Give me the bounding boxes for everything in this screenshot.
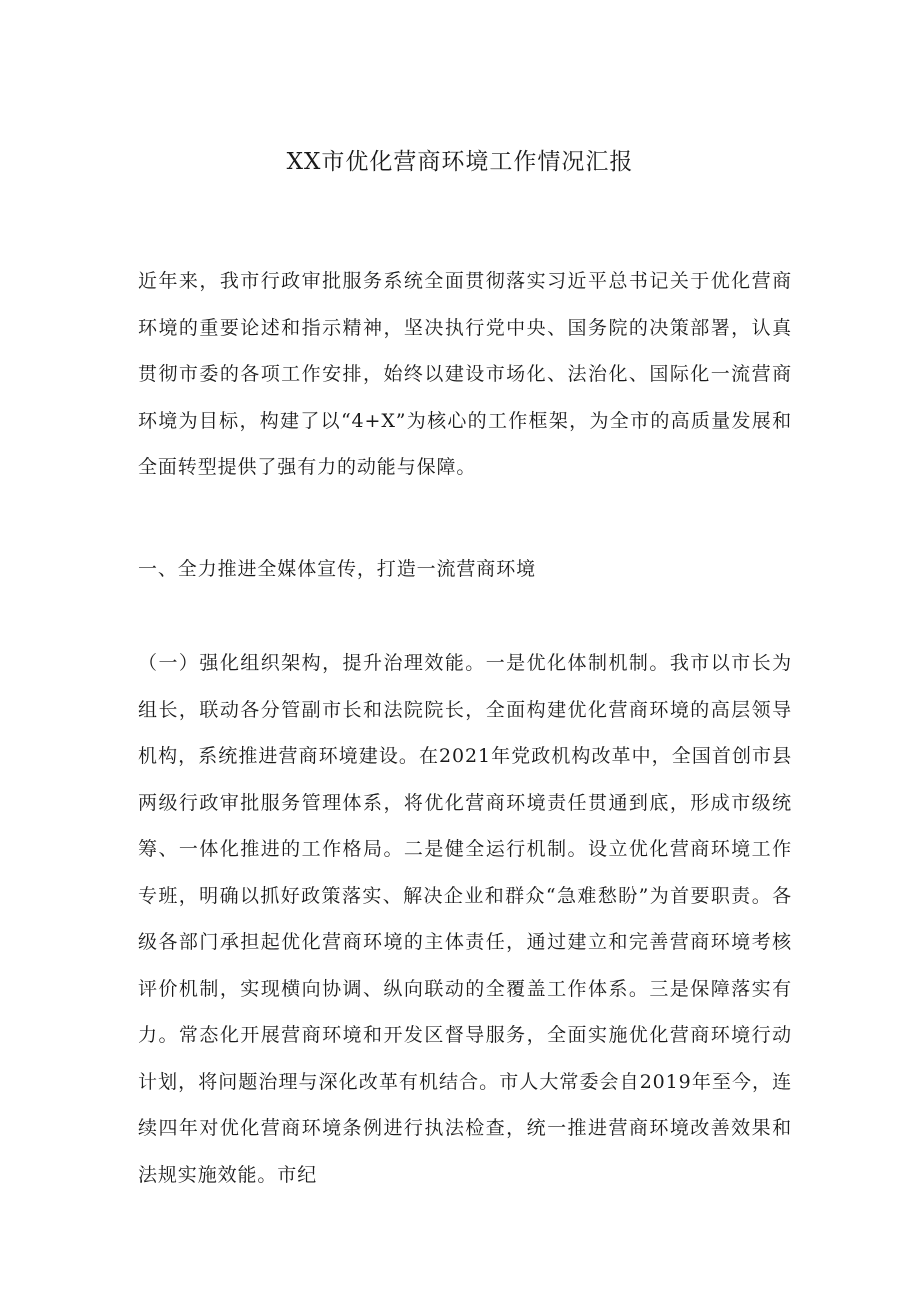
section-heading: 一、全力推进全媒体宣传，打造一流营商环境 [138, 558, 537, 580]
section-paragraph: （一）强化组织架构，提升治理效能。一是优化体制机制。我市以市长为组长，联动各分管副市长和法院院长，全面构建优化营商环境的高层领导机构，系统推进营商环境建设。在2021年党政机构改革中，全国首创市县两级行政审批服务管理体系，将优化营商环境责任贯通到底，形成市级统筹、一体化推进的工作格局。二是健全运行机制。设立优化营商环境工作专班，明确以抓好政策落实、解决企业和群众“急难愁盼”为首要职责。各级各部门承担起优化营商环境的主体责任，通过建立和完善营商环境考核评价机制，实现横向协调、纵向联动的全覆盖工作体系。三是保障落实有力。常态化开展营商环境和开发区督导服务，全面实施优化营商环境行动计划，将问题治理与深化改革有机结合。市人大常委会自2019年至今，连续四年对优化营商环境条例进行执法检查，统一推进营商环境改善效果和法规实施效能。市纪 [138, 652, 792, 1186]
intro-paragraph: 近年来，我市行政审批服务系统全面贯彻落实习近平总书记关于优化营商环境的重要论述和指示精神，坚决执行党中央、国务院的决策部署，认真贯彻市委的各项工作安排，始终以建设市场化、法治化、国际化一流营商环境为目标，构建了以“4+X”为核心的工作框架，为全市的高质量发展和全面转型提供了强有力的动能与保障。 [138, 270, 792, 478]
document-title: XX市优化营商环境工作情况汇报 [286, 149, 634, 175]
